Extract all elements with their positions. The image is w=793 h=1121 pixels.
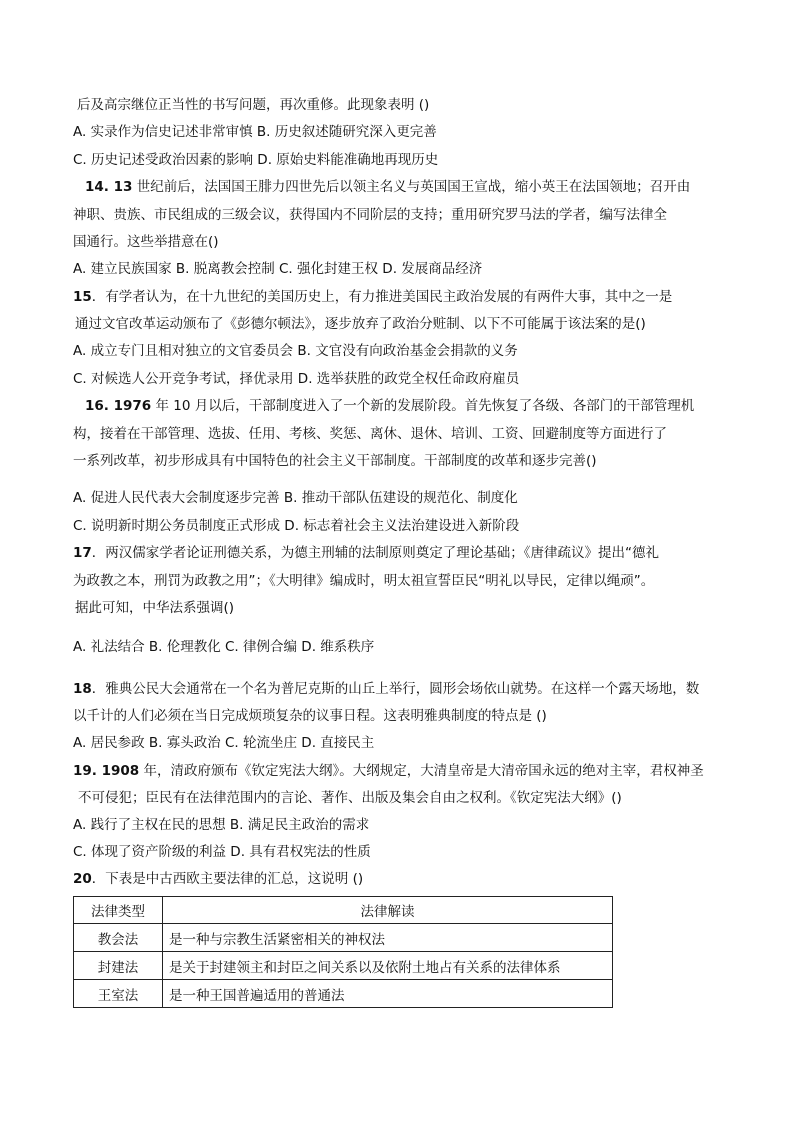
question-19: 19. 1908 年，清政府颁布《钦定宪法大纲》。大纲规定，大清皇帝是大清帝国永远的绝对主宰，君权神圣	[73, 763, 704, 779]
text-line: 不可侵犯；臣民有在法律范围内的言论、著作、出版及集会自由之权利。《钦定宪法大纲》()	[78, 790, 622, 806]
question-15: 15．有学者认为，在十九世纪的美国历史上，有力推进美国民主政治发展的有两件大事，其中之一是	[73, 289, 673, 305]
question-17: 17．两汉儒家学者论证刑德关系，为德主刑辅的法制原则奠定了理论基础；《唐律疏议》提出“德礼	[73, 545, 660, 561]
question-number: 20	[73, 871, 92, 887]
question-number: 18	[73, 681, 92, 697]
text-line: A. 实录作为信史记述非常审慎 B. 历史叙述随研究深入更完善	[73, 124, 437, 140]
text-line: A. 礼法结合 B. 伦理教化 C. 律例合编 D. 维系秩序	[73, 639, 375, 655]
question-14: 14. 13 世纪前后，法国国王腓力四世先后以领主名义与英国国王宣战，缩小英王在法国领地；召开由	[85, 179, 691, 195]
table-header-cell: 法律类型	[74, 897, 163, 924]
text-line: 国通行。这些举措意在()	[73, 234, 219, 250]
text-line: 通过文官改革运动颁布了《彭德尔顿法》，逐步放弃了政治分赃制、以下不可能属于该法案的是()	[75, 316, 646, 332]
text-line: A. 践行了主权在民的思想 B. 满足民主政治的需求	[73, 817, 370, 833]
table-cell: 王室法	[74, 980, 163, 1008]
table-cell: 是一种与宗教生活紧密相关的神权法	[163, 924, 613, 952]
question-20: 20．下表是中古西欧主要法律的汇总，这说明 ()	[73, 871, 364, 887]
question-number: 15	[73, 289, 92, 305]
text-line: A. 居民参政 B. 寡头政治 C. 轮流坐庄 D. 直接民主	[73, 735, 375, 751]
table-cell: 封建法	[74, 952, 163, 980]
text-line: C. 体现了资产阶级的利益 D. 具有君权宪法的性质	[73, 844, 371, 860]
text-line: C. 对候选人公开竞争考试，择优录用 D. 选举获胜的政党全权任命政府雇员	[73, 371, 520, 387]
question-number: 19. 1908	[73, 763, 140, 779]
table-row	[74, 952, 613, 980]
table-row	[74, 924, 613, 952]
table-cell: 是一种王国普遍适用的普通法	[163, 980, 613, 1008]
question-number: 16. 1976	[85, 398, 152, 414]
table-header-cell: 法律解读	[163, 897, 613, 924]
text-line: 据此可知，中华法系强调()	[75, 600, 235, 616]
text-line: A. 促进人民代表大会制度逐步完善 B. 推动干部队伍建设的规范化、制度化	[73, 490, 518, 506]
text-line: C. 历史记述受政治因素的影响 D. 原始史料能准确地再现历史	[73, 152, 439, 168]
law-table	[73, 896, 613, 1008]
text-line: A. 建立民族国家 B. 脱离教会控制 C. 强化封建王权 D. 发展商品经济	[73, 261, 483, 277]
question-18: 18．雅典公民大会通常在一个名为普尼克斯的山丘上举行，圆形会场依山就势。在这样一个露天场地，数	[73, 681, 700, 697]
question-number: 14. 13	[85, 179, 133, 195]
text-line: A. 成立专门且相对独立的文官委员会 B. 文官没有向政治基金会捐款的义务	[73, 343, 518, 359]
text-line: 一系列改革，初步形成具有中国特色的社会主义干部制度。干部制度的改革和逐步完善()	[73, 453, 597, 469]
text-line: 为政教之本，刑罚为政教之用”；《大明律》编成时，明太祖宣誓臣民“明礼以导民，定律以绳顽”。	[73, 573, 655, 589]
text-line: 以千计的人们必须在当日完成烦琐复杂的议事日程。这表明雅典制度的特点是 ()	[73, 708, 547, 724]
table-header-row	[74, 897, 613, 924]
question-number: 17	[73, 545, 92, 561]
text-line: 神职、贵族、市民组成的三级会议，获得国内不同阶层的支持；重用研究罗马法的学者，编写法律全	[73, 207, 667, 223]
table-row	[74, 980, 613, 1008]
text-line: 构，接着在干部管理、选拔、任用、考核、奖惩、离休、退休、培训、工资、回避制度等方面进行了	[73, 426, 667, 442]
table-cell: 教会法	[74, 924, 163, 952]
text-line: 后及高宗继位正当性的书写问题，再次重修。此现象表明 ()	[77, 97, 430, 113]
table-cell: 是关于封建领主和封臣之间关系以及依附土地占有关系的法律体系	[163, 952, 613, 980]
question-16: 16. 1976 年 10 月以后，干部制度进入了一个新的发展阶段。首先恢复了各级、各部门的干部管理机	[85, 398, 695, 414]
text-line: C. 说明新时期公务员制度正式形成 D. 标志着社会主义法治建设进入新阶段	[73, 518, 520, 534]
